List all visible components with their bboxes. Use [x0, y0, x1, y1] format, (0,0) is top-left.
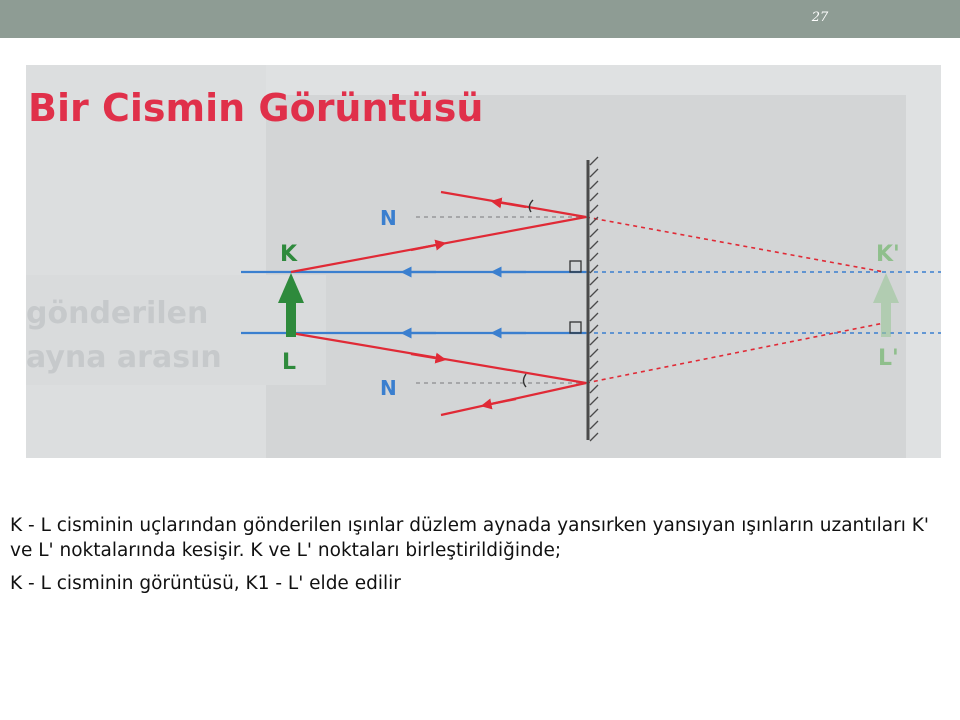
faint-bg-text-2: ayna arasın: [26, 340, 222, 375]
explanation-text: [10, 513, 940, 596]
explanation-paragraph-2: K - L cisminin görüntüsü, K1 - L' elde edilir: [10, 573, 401, 594]
label-normal-bottom: N: [380, 376, 397, 400]
label-normal-top: N: [380, 206, 397, 230]
label-l-prime: L': [878, 346, 899, 371]
explanation-paragraph-1: K - L cisminin uçlarından gönderilen ışınlar düzlem aynada yansırken yansıyan ışınların uzantıları K' ve L' noktalarında kesişir. K ve L' noktaları birleştirildiğinde;: [10, 515, 929, 561]
slide-number: 27: [811, 10, 829, 25]
label-k-prime: K': [876, 242, 900, 267]
plane-mirror-figure: [26, 65, 941, 458]
label-k: K: [280, 242, 298, 267]
figure-title: Bir Cismin Görüntüsü: [28, 86, 484, 130]
top-bar: [0, 0, 960, 38]
plane-mirror-diagram: [26, 65, 941, 458]
faint-bg-text-1: gönderilen: [26, 296, 209, 331]
label-l: L: [282, 350, 297, 375]
